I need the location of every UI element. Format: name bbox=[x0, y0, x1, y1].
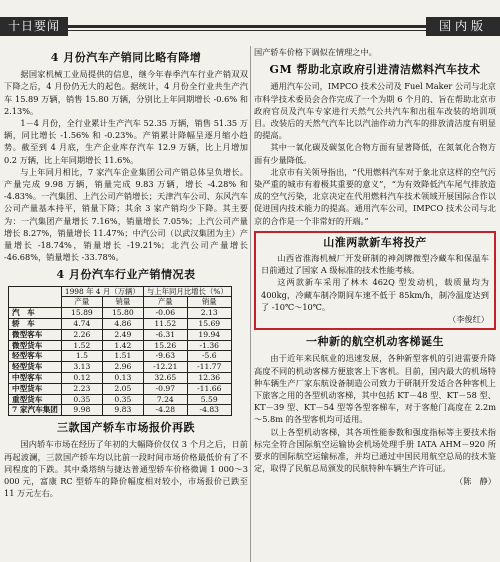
author-byline: （李俊红） bbox=[448, 314, 489, 325]
table-cell: 4.74 bbox=[61, 319, 102, 330]
table-cell: -11.66 bbox=[187, 383, 231, 394]
table-row-label: 微型客车 bbox=[9, 329, 62, 340]
table-cell: -6.31 bbox=[143, 329, 187, 340]
table-cell: 7.24 bbox=[143, 394, 187, 405]
table-cell: 2.96 bbox=[102, 362, 143, 373]
table-cell: 5.59 bbox=[187, 394, 231, 405]
table-cell: -1.36 bbox=[187, 340, 231, 351]
table-header-month: 1998 年 4 月（万辆） bbox=[61, 286, 143, 297]
table-row-label: 微型货车 bbox=[9, 340, 62, 351]
table-cell: -0.06 bbox=[143, 308, 187, 319]
table-row-label: 中型客车 bbox=[9, 373, 62, 384]
article-paragraph: 其中一氧化碳及碳氢化合物方面有显著降低，在氮氧化合物方面有少量降低。 bbox=[254, 142, 496, 165]
article-title-prices: 三款国产轿车市场报价再跌 bbox=[57, 421, 195, 435]
table-cell: 2.05 bbox=[102, 383, 143, 394]
table-row bbox=[9, 362, 232, 373]
table-subheader: 销量 bbox=[102, 297, 143, 308]
table-cell: 15.69 bbox=[187, 319, 231, 330]
section-label-right: 国内版 bbox=[426, 17, 500, 36]
table-cell: 15.80 bbox=[102, 308, 143, 319]
header-rule-thin bbox=[68, 30, 426, 31]
table-row bbox=[9, 340, 232, 351]
table-cell: 15.89 bbox=[61, 308, 102, 319]
table-cell: -4.83 bbox=[187, 405, 231, 416]
table-row bbox=[9, 329, 232, 340]
table-row bbox=[9, 405, 232, 416]
article-paragraph: 通用汽车公司，IMPCO 技术公司及 Fuel Maker 公司与北京市科学技术委员会合作完成了一个为期 6 个月的、旨在帮助北京市政府官员及汽车专家进行天然气公共汽车和出租车改装的培训项目。改装后的天然气汽车比以汽油作动力汽车的排放清洁度有明显的提高。 bbox=[254, 81, 496, 141]
table-cell: 1.52 bbox=[61, 340, 102, 351]
table-row bbox=[9, 394, 232, 405]
table-cell: 2.26 bbox=[61, 329, 102, 340]
table-cell: 2.13 bbox=[187, 308, 231, 319]
table-cell: -11.77 bbox=[187, 362, 231, 373]
article-title-stairs: 一种新的航空机动客梯诞生 bbox=[306, 335, 444, 349]
table-cell: 0.13 bbox=[102, 373, 143, 384]
table-row bbox=[9, 383, 232, 394]
table-cell: 9.83 bbox=[102, 405, 143, 416]
left-column bbox=[4, 46, 248, 499]
table-cell: 0.35 bbox=[61, 394, 102, 405]
table-cell: 9.98 bbox=[61, 405, 102, 416]
table-cell: -12.21 bbox=[143, 362, 187, 373]
table-corner-cell bbox=[9, 286, 62, 308]
highlight-box bbox=[254, 231, 496, 330]
table-row-label: 轻型客车 bbox=[9, 351, 62, 362]
article-title-gm: GM 帮助北京政府引进清洁燃料汽车技术 bbox=[269, 63, 481, 77]
table-cell: 4.86 bbox=[102, 319, 143, 330]
article-paragraph: 这两款新车采用了林木 462Q 型发动机，载质量均为 400kg，冷藏车制冷期间车速不低于 85km/h，制冷温度达到了 -10℃～10℃。 bbox=[261, 277, 489, 312]
table-body bbox=[9, 308, 232, 416]
table-cell: -4.28 bbox=[143, 405, 187, 416]
table-cell: 19.94 bbox=[187, 329, 231, 340]
table-cell: 11.52 bbox=[143, 319, 187, 330]
table-row bbox=[9, 351, 232, 362]
table-subheader: 销量 bbox=[187, 297, 231, 308]
page-header bbox=[0, 0, 500, 42]
article-paragraph: 由于近年来民航业的迅速发展，各种新型客机的引进需要升降高度不同的机动客梯方便旅客上下客机。目前，国内最大的机场特种车辆生产厂家东航设备制造公司致力于研制开发适合各种客机上下旅客之用的各型机动客梯，其中包括 KT－48 型、KT－58 型、KT－39 型、KT－54 型等各型客梯车，对于客舱门高度在 2.2m～5.8m 的各型客机均可适用。 bbox=[254, 353, 496, 425]
table-cell: 1.51 bbox=[102, 351, 143, 362]
column-divider bbox=[250, 46, 251, 562]
table-row-label: 重型货车 bbox=[9, 394, 62, 405]
table-cell: 2.49 bbox=[102, 329, 143, 340]
table-title: 4 月份汽车行业产销情况表 bbox=[56, 268, 196, 282]
table-header-row bbox=[9, 286, 232, 297]
header-rule bbox=[68, 25, 426, 28]
article-title-new-vehicles: 山淮两款新车将投产 bbox=[323, 235, 427, 249]
article-paragraph: 1－4 月份，全行业累计生产汽车 52.35 万辆，销售 51.35 万辆，同比增长 -1.56% 和 -0.23%。产销累计降幅呈逐月缩小趋势。截至到 4 月底，生产企业库存汽车 12.9 万辆，比上月增加 0.2 万辆，比上年同期增长 11.6%。 bbox=[4, 118, 248, 165]
table-header-growth: 与上年同月比增长（%） bbox=[143, 286, 231, 297]
table-cell: -0.97 bbox=[143, 383, 187, 394]
article-paragraph: 北京市有关领导指出，“代用燃料汽车对于象北京这样的空气污染严重的城市有着极其重要的意义”，“为有效降低汽车尾气排放造成的空气污染，北京决定在代用燃料汽车技术领域开展国际合作以促进国内技术能力的提高。通用汽车公司，IMPCO 技术公司与北京的合作是一个非常好的开端。” bbox=[254, 166, 496, 226]
author-byline: （陈 静） bbox=[455, 475, 496, 486]
article-paragraph: 山西省淮海机械厂开发研制的神剑牌微型冷藏车和保温车日前通过了国家 A 级标准的技术性能考核。 bbox=[261, 253, 489, 276]
table-row-label: 7 家汽车集团 bbox=[9, 405, 62, 416]
article-paragraph: 据国家机械工业局提供的信息，继今年春季汽车行业产销双双下降之后，4 月份仍无大的起色。据统计，4 月份全行业共生产汽车 15.89 万辆，销售 15.80 万辆，分别比上年同期增长 -0.6% 和 2.13%。 bbox=[4, 69, 248, 116]
table-row-label: 轿 车 bbox=[9, 319, 62, 330]
production-table bbox=[8, 286, 232, 417]
table-subheader: 产量 bbox=[61, 297, 102, 308]
table-cell: 2.23 bbox=[61, 383, 102, 394]
table-row-label: 中型货车 bbox=[9, 383, 62, 394]
table-cell: 32.65 bbox=[143, 373, 187, 384]
article-continuation: 国产轿车价格下调似在情理之中。 bbox=[254, 47, 377, 57]
table-cell: 3.13 bbox=[61, 362, 102, 373]
article-paragraph: 与上年同月相比，7 家汽车企业集团公司产销总体呈负增长。产量完成 9.98 万辆，销量完成 9.83 万辆，增长 -4.28% 和 -4.83%。一汽集团、上汽公司产销增长；天津汽车公司、东风汽车公司产量基本持平，销量下降；其余 3 家产销均少下降。其主要为：一汽集团产量增长 7.16%，销量增长 7.05%；上汽公司产量增长 8.27%，销量增长 11.47%；中汽公司（以武汉集团为主）产量增长 -18.74%，销量增长 -19.21%；北汽公司产量增长 -46.68%，销量增长 -33.78%。 bbox=[4, 166, 248, 263]
table-row bbox=[9, 308, 232, 319]
table-row-label: 汽 车 bbox=[9, 308, 62, 319]
table-cell: 1.5 bbox=[61, 351, 102, 362]
right-column bbox=[254, 46, 496, 487]
table-row-label: 轻型货车 bbox=[9, 362, 62, 373]
table-subheader: 产量 bbox=[143, 297, 187, 308]
table-cell: -9.63 bbox=[143, 351, 187, 362]
article-paragraph: 以上各型机动客梯，其各项性能参数和强度指标等主要技术指标完全符合国际航空运输协会机场处理手册 IATA AHM－920 所要求的国际航空运输标准，并均已通过中国民用航空总局的技术鉴定，取得了民航总局颁发的民航特种车辆生产许可证。 bbox=[254, 426, 496, 474]
table-cell: 0.12 bbox=[61, 373, 102, 384]
table-row bbox=[9, 319, 232, 330]
section-label-left: 十日要闻 bbox=[0, 17, 68, 36]
table-cell: 15.26 bbox=[143, 340, 187, 351]
table-cell: -5.6 bbox=[187, 351, 231, 362]
table-row bbox=[9, 373, 232, 384]
table-cell: 12.36 bbox=[187, 373, 231, 384]
table-cell: 1.42 bbox=[102, 340, 143, 351]
article-paragraph: 国内轿车市场在经历了年初的大幅降价仅仅 3 个月之后，日前再起波澜，三款国产轿车均以比前一段时间市场价格最低价有了不同程度的下跌。其中桑塔纳与捷达普通型轿车价格微调 1 000～3 000 元，富康 RC 型轿车的降价幅度相对较小，市场报价已跌至 11 万元左右。 bbox=[4, 439, 248, 499]
table-cell: 0.35 bbox=[102, 394, 143, 405]
article-title-sales: 4 月份汽车产销同比略有降增 bbox=[50, 51, 202, 64]
